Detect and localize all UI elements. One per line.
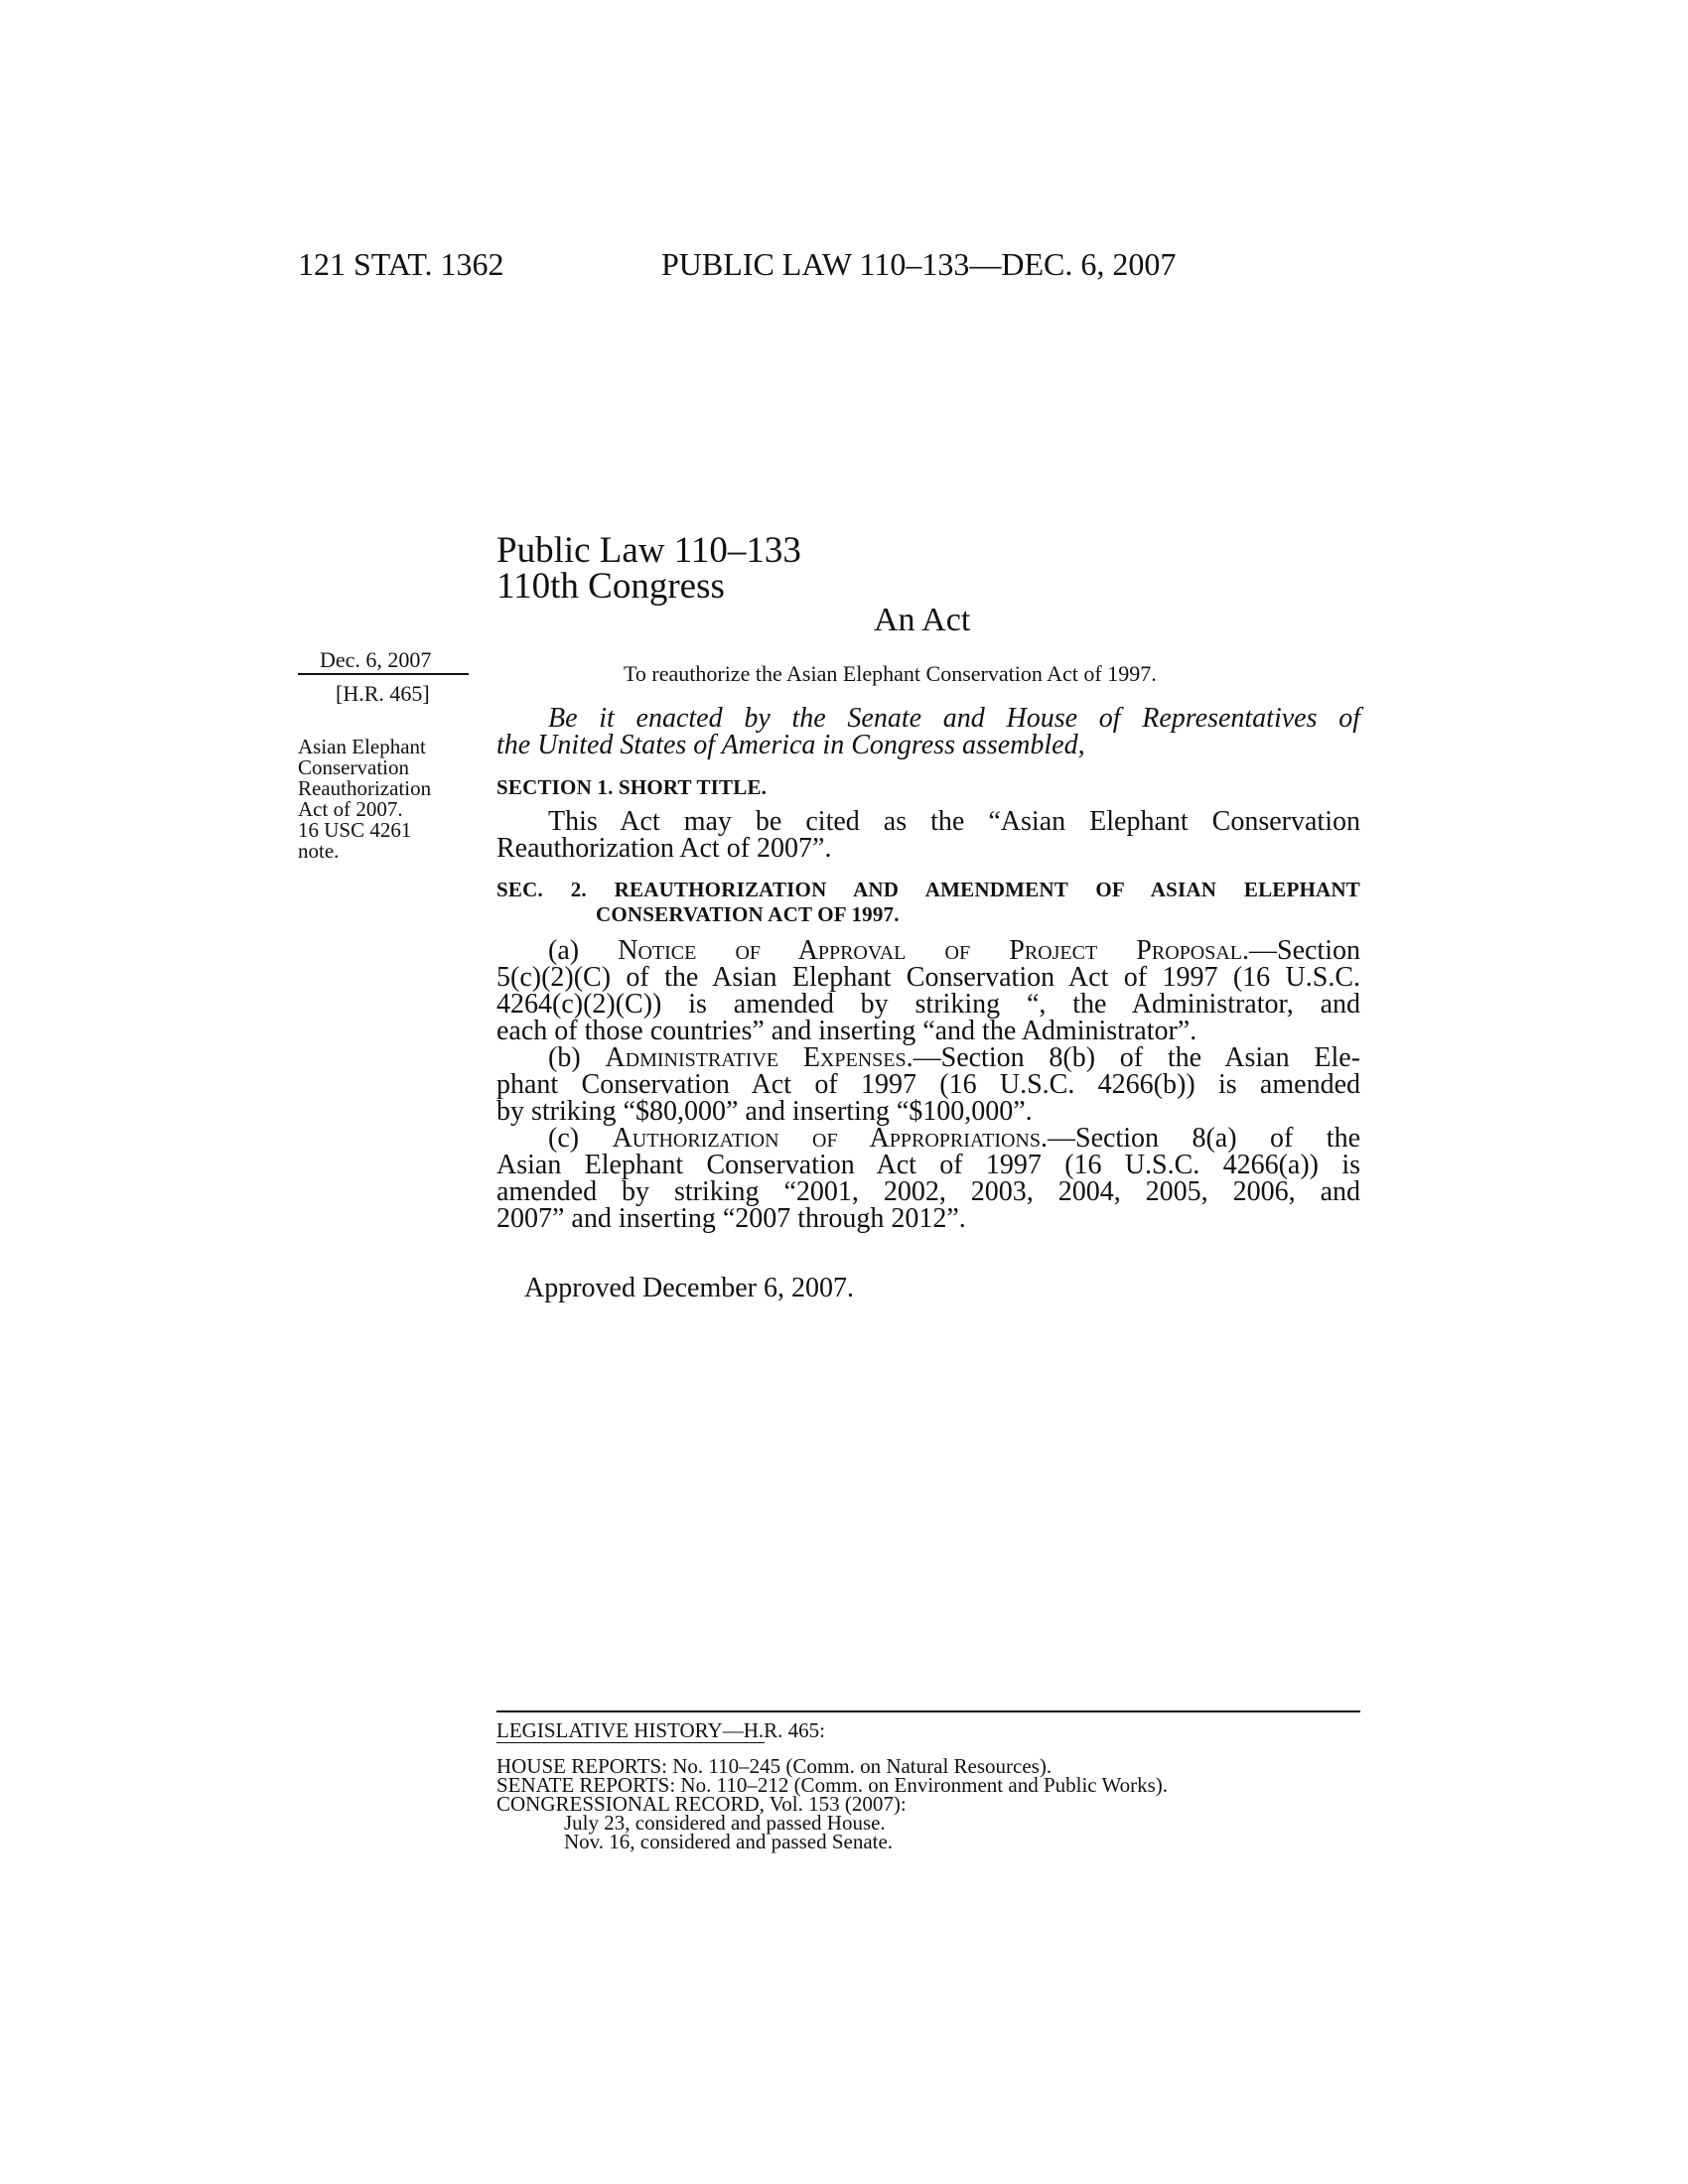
record-entry: Nov. 16, considered and passed Senate. <box>564 1830 894 1853</box>
subsection-b-caption: Administrative Expenses <box>605 1042 907 1073</box>
subsection-a-text: .—Section <box>1242 935 1360 966</box>
section-1-body <box>496 808 1360 862</box>
margin-note-line: Asian Elephant <box>298 735 426 758</box>
public-law-number: Public Law 110–133 <box>496 530 801 571</box>
act-purpose: To reauthorize the Asian Elephant Conservation Act of 1997. <box>624 661 1157 686</box>
margin-note-line: Reauthorization <box>298 776 432 800</box>
congress-number: 110th Congress <box>496 566 725 607</box>
section-2-heading-line: SEC. 2. REAUTHORIZATION AND AMENDMENT OF ASIAN ELEPHANT <box>496 878 1360 901</box>
margin-divider <box>298 673 469 675</box>
act-heading: An Act <box>874 602 971 638</box>
enacting-clause <box>496 705 1360 758</box>
legislative-history-divider <box>496 1710 1360 1712</box>
subsection-a-caption: Notice of Approval of Project Proposal <box>618 935 1242 966</box>
margin-note-block <box>298 737 431 862</box>
section-1-line: Reauthorization Act of 2007”. <box>496 833 832 864</box>
subsection-b <box>496 1044 1360 1125</box>
subsection-c-text: .—Section 8(a) of the <box>1041 1123 1361 1154</box>
subsection-a-line: each of those countries” and inserting “and the Administrator”. <box>496 1016 1197 1046</box>
section-2-heading-line: CONSERVATION ACT OF 1997. <box>596 902 900 926</box>
subsection-a-line: 4264(c)(2)(C)) is amended by striking “, the Administrator, and <box>496 989 1360 1020</box>
record-entry: July 23, considered and passed House. <box>564 1811 886 1835</box>
legislative-history-heading-underline <box>496 1742 765 1743</box>
margin-note-line: note. <box>298 839 340 863</box>
enacting-clause-line: the United States of America in Congress assembled, <box>496 730 1085 760</box>
subsection-c-prefix: (c) <box>548 1123 613 1154</box>
running-title: PUBLIC LAW 110–133—DEC. 6, 2007 <box>661 246 1177 282</box>
subsection-b-line <box>496 1044 1360 1071</box>
legislative-history-heading: LEGISLATIVE HISTORY—H.R. 465: <box>496 1718 825 1742</box>
subsection-a-line: 5(c)(2)(C) of the Asian Elephant Conservation Act of 1997 (16 U.S.C. <box>496 962 1360 993</box>
subsection-c-line <box>496 1125 1360 1152</box>
congressional-record: CONGRESSIONAL RECORD, Vol. 153 (2007): <box>496 1792 907 1816</box>
margin-note-line: Conservation <box>298 755 409 779</box>
section-1-line: This Act may be cited as the “Asian Elephant Conservation <box>548 806 1360 837</box>
house-reports: HOUSE REPORTS: No. 110–245 (Comm. on Natural Resources). <box>496 1754 1053 1778</box>
subsection-b-line: phant Conservation Act of 1997 (16 U.S.C. 4266(b)) is amended <box>496 1069 1360 1100</box>
subsection-b-text: .—Section 8(b) of the Asian Ele- <box>906 1042 1360 1073</box>
subsection-a-prefix: (a) <box>548 935 619 966</box>
margin-bill-number: [H.R. 465] <box>336 681 430 706</box>
margin-note-line: 16 USC 4261 <box>298 818 412 842</box>
approval-date: Approved December 6, 2007. <box>524 1273 855 1303</box>
senate-reports: SENATE REPORTS: No. 110–212 (Comm. on Environment and Public Works). <box>496 1773 1169 1797</box>
subsection-c-line: Asian Elephant Conservation Act of 1997 (16 U.S.C. 4266(a)) is <box>496 1150 1360 1180</box>
margin-note-line: Act of 2007. <box>298 797 403 821</box>
subsection-c <box>496 1125 1360 1232</box>
subsection-b-line: by striking “$80,000” and inserting “$100,000”. <box>496 1096 1033 1127</box>
subsection-c-line: amended by striking “2001, 2002, 2003, 2004, 2005, 2006, and <box>496 1176 1360 1207</box>
subsection-a <box>496 937 1360 1044</box>
section-2-heading <box>496 878 1360 927</box>
section-1-heading: SECTION 1. SHORT TITLE. <box>496 775 768 799</box>
margin-date: Dec. 6, 2007 <box>320 647 432 672</box>
enacting-clause-line: Be it enacted by the Senate and House of Representatives of <box>548 703 1360 734</box>
subsection-c-caption: Authorization of Appropriations <box>612 1123 1041 1154</box>
subsection-b-prefix: (b) <box>548 1042 606 1073</box>
subsection-a-line <box>496 937 1360 964</box>
page-stat-citation: 121 STAT. 1362 <box>298 246 504 282</box>
subsection-c-line: 2007” and inserting “2007 through 2012”. <box>496 1203 966 1234</box>
